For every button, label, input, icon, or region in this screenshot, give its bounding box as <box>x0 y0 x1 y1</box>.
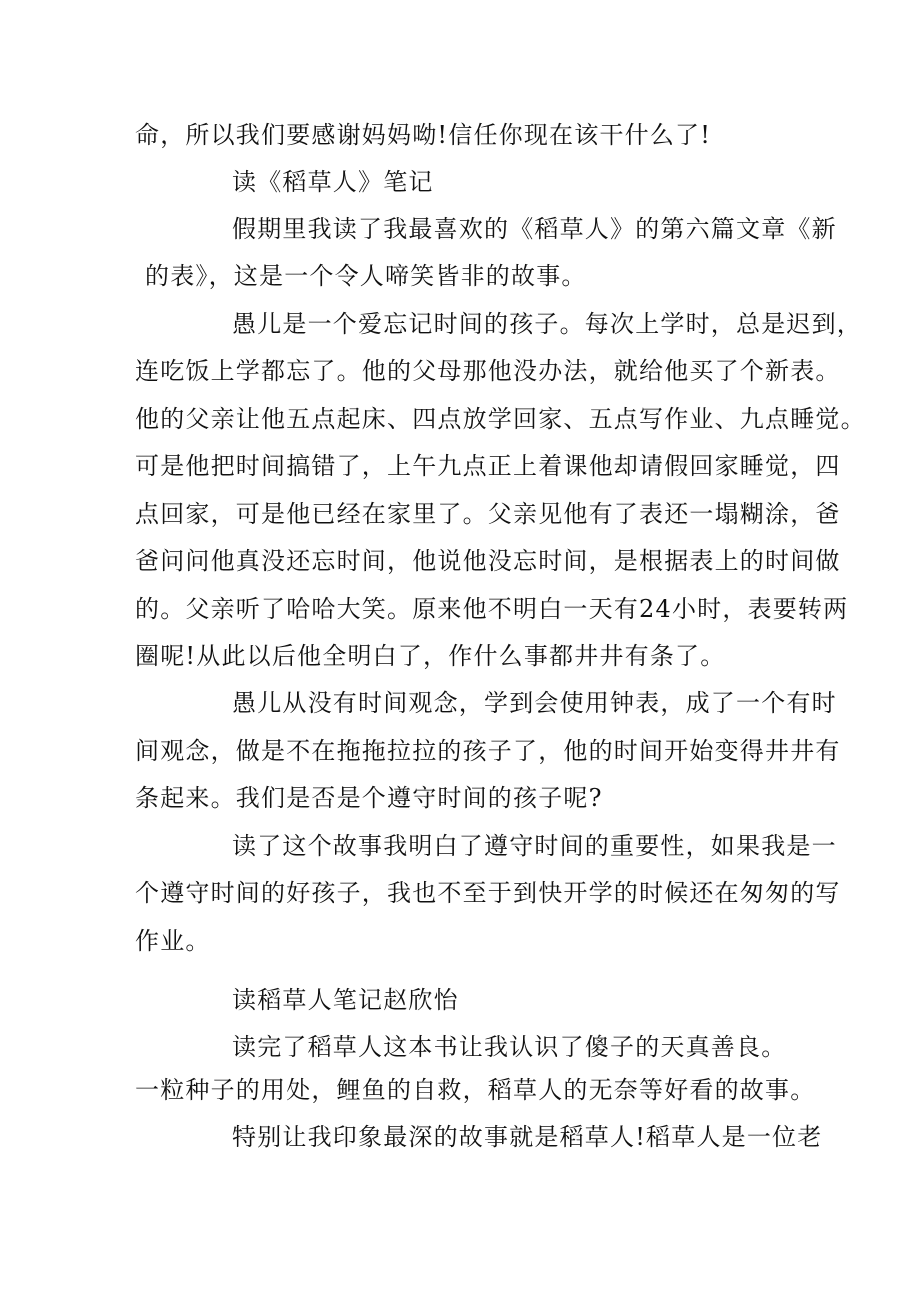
text-line: 读完了稻草人这本书让我认识了傻子的天真善良。 <box>232 1033 787 1061</box>
text-line: 特别让我印象最深的故事就是稻草人!稻草人是一位老 <box>232 1123 823 1151</box>
text-line: 条起来。我们是否是个遵守时间的孩子呢? <box>135 784 603 812</box>
text-line: 假期里我读了我最喜欢的《稻草人》的第六篇文章《新 <box>232 215 837 243</box>
text-line: 愚儿是一个爱忘记时间的孩子。每次上学时，总是迟到， <box>232 310 862 338</box>
section-heading: 读稻草人笔记赵欣怡 <box>232 986 459 1014</box>
text-line: 可是他把时间搞错了，上午九点正上着课他却请假回家睡觉，四 <box>135 452 841 480</box>
text-line: 爸问问他真没还忘时间，他说他没忘时间，是根据表上的时间做 <box>135 547 841 575</box>
text-line: 点回家，可是他已经在家里了。父亲见他有了表还一塌糊涂，爸 <box>135 500 841 528</box>
text-line: 的表》，这是一个令人啼笑皆非的故事。 <box>145 262 587 290</box>
text-line: 圈呢!从此以后他全明白了，作什么事都井井有条了。 <box>135 642 726 670</box>
text-line: 命，所以我们要感谢妈妈呦!信任你现在该干什么了! <box>135 121 712 149</box>
text-line: 连吃饭上学都忘了。他的父母那他没办法，就给他买了个新表。 <box>135 357 841 385</box>
text-line: 个遵守时间的好孩子，我也不至于到快开学的时候还在匆匆的写 <box>135 879 841 907</box>
text-line: 读了这个故事我明白了遵守时间的重要性，如果我是一 <box>232 832 837 860</box>
section-heading: 读《稻草人》笔记 <box>232 168 434 196</box>
text-line: 间观念，做是不在拖拖拉拉的孩子了，他的时间开始变得井井有 <box>135 737 841 765</box>
text-line: 一粒种子的用处，鲤鱼的自救，稻草人的无奈等好看的故事。 <box>135 1076 816 1104</box>
text-line: 的。父亲听了哈哈大笑。原来他不明白一天有24小时，表要转两 <box>135 595 849 623</box>
text-line: 他的父亲让他五点起床、四点放学回家、五点写作业、九点睡觉。 <box>135 405 866 433</box>
text-line: 作业。 <box>135 927 211 955</box>
text-line: 愚儿从没有时间观念，学到会使用钟表，成了一个有时 <box>232 689 837 717</box>
